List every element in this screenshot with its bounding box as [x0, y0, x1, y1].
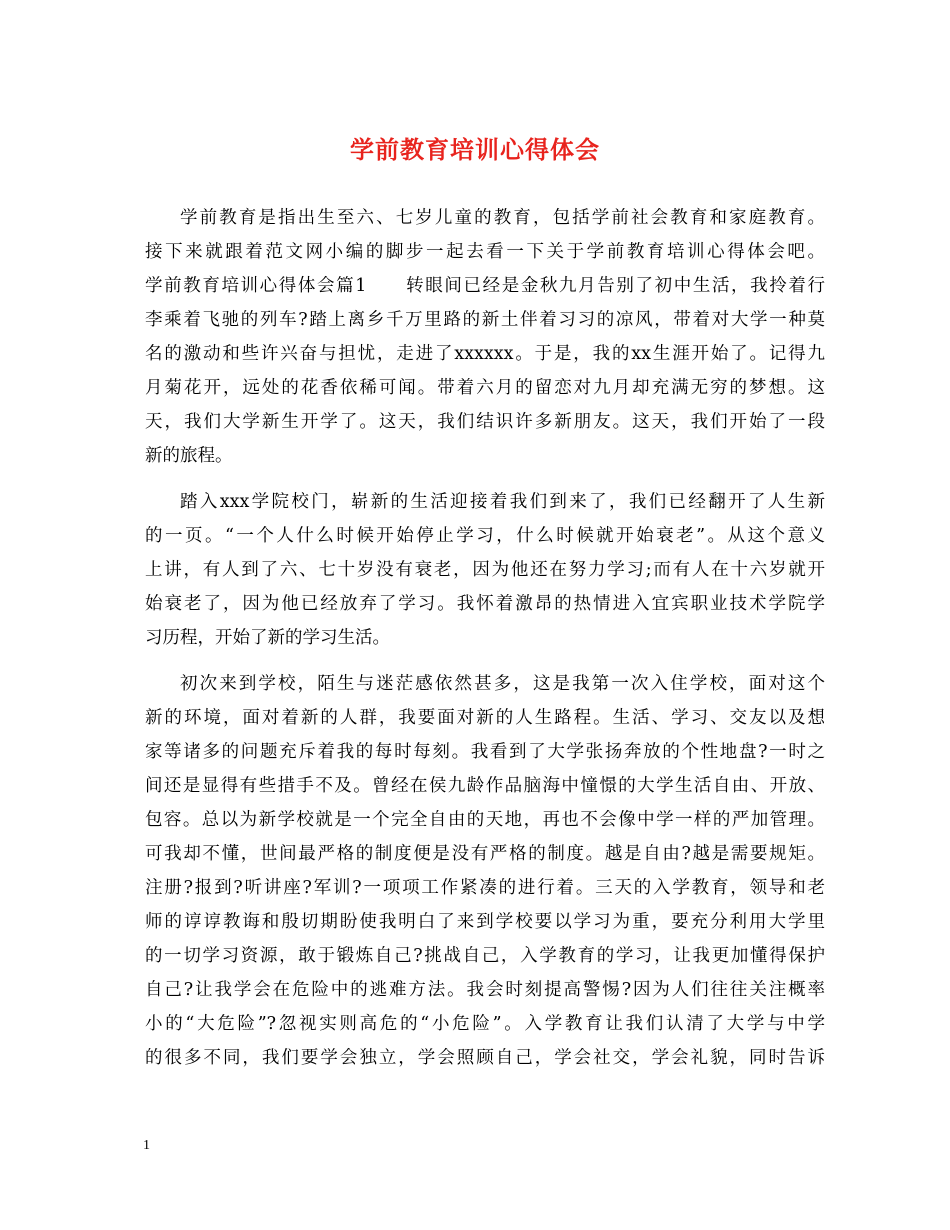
text-line: 可我却不懂，世间最严格的制度便是没有严格的制度。越是自由?越是需要规矩。 [145, 844, 825, 864]
text-line: 天，我们大学新生开学了。这天，我们结识许多新朋友。这天，我们开始了一段 [145, 412, 825, 432]
text-line: 小的“大危险”?忽视实则高危的“小危险”。入学教育让我们认清了大学与中学 [145, 1014, 825, 1034]
text-line: 上讲，有人到了六、七十岁没有衰老，因为他还在努力学习;而有人在十六岁就开 [145, 560, 825, 580]
text-line: 家等诸多的问题充斥着我的每时每刻。我看到了大学张扬奔放的个性地盘?一时之 [145, 742, 825, 762]
text-line: 包容。总以为新学校就是一个完全自由的天地，再也不会像中学一样的严加管理。 [145, 810, 825, 830]
document-title: 学前教育培训心得体会 [350, 136, 600, 164]
text-line: 的很多不同，我们要学会独立，学会照顾自己，学会社交，学会礼貌，同时告诉 [145, 1048, 825, 1068]
text-line: 初次来到学校，陌生与迷茫感依然甚多，这是我第一次入住学校，面对这个 [180, 674, 825, 694]
text-line: 踏入xxx学院校门，崭新的生活迎接着我们到来了，我们已经翻开了人生新 [180, 492, 825, 512]
text-line: 习历程，开始了新的学习生活。 [145, 628, 390, 648]
text-line: 的一页。“一个人什么时候开始停止学习，什么时候就开始衰老”。从这个意义 [145, 526, 825, 546]
text-line: 李乘着飞驰的列车?踏上离乡千万里路的新土伴着习习的凉风，带着对大学一种莫 [145, 310, 825, 330]
text-line: 新的环境，面对着新的人群，我要面对新的人生路程。生活、学习、交友以及想 [145, 708, 825, 728]
text-line: 始衰老了，因为他已经放弃了学习。我怀着激昂的热情进入宜宾职业技术学院学 [145, 594, 825, 614]
page-number: 1 [143, 1138, 150, 1153]
text-line: 接下来就跟着范文网小编的脚步一起去看一下关于学前教育培训心得体会吧。 [145, 242, 825, 262]
text-line: 新的旅程。 [145, 446, 233, 466]
text-line: 注册?报到?听讲座?军训?一项项工作紧凑的进行着。三天的入学教育，领导和老 [145, 878, 825, 898]
text-line: 学前教育是指出生至六、七岁儿童的教育，包括学前社会教育和家庭教育。 [180, 208, 825, 228]
text-line: 名的激动和些许兴奋与担忧，走进了xxxxxx。于是，我的xx生涯开始了。记得九 [145, 344, 825, 364]
text-line: 月菊花开，远处的花香依稀可闻。带着六月的留恋对九月却充满无穷的梦想。这 [145, 378, 825, 398]
text-line: 师的谆谆教诲和殷切期盼使我明白了来到学校要以学习为重，要充分利用大学里 [145, 912, 825, 932]
text-line: 学前教育培训心得体会篇1 转眼间已经是金秋九月告别了初中生活，我拎着行 [145, 276, 825, 296]
text-line: 的一切学习资源，敢于锻炼自己?挑战自己，入学教育的学习，让我更加懂得保护 [145, 946, 825, 966]
text-line: 间还是显得有些措手不及。曾经在侯九龄作品脑海中憧憬的大学生活自由、开放、 [145, 776, 825, 796]
text-line: 自己?让我学会在危险中的逃难方法。我会时刻提高警惕?因为人们往往关注概率 [145, 980, 825, 1000]
